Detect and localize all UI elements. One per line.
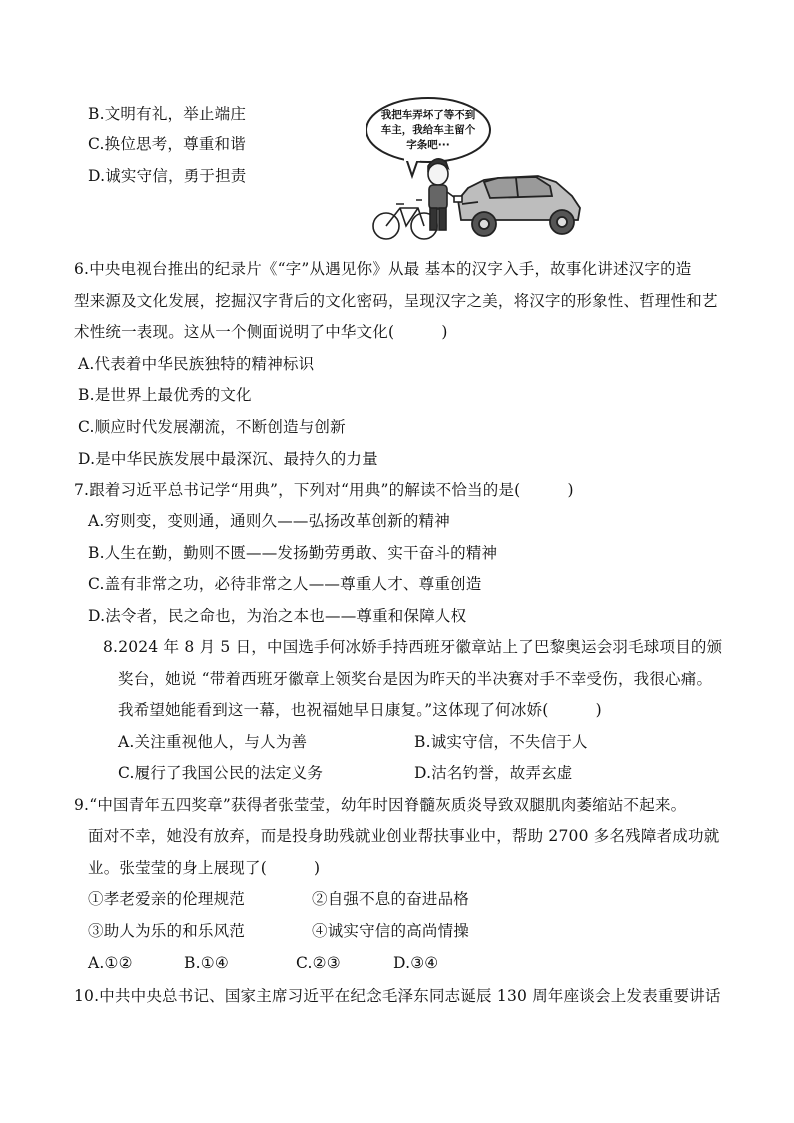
q6-option-b: B.是世界上最优秀的文化: [78, 386, 252, 404]
boy-drawing: [428, 159, 462, 230]
q8-stem-line3: 我希望她能看到这一幕，也祝福她早日康复。”这体现了何冰娇( ): [118, 701, 602, 719]
q9-option-b: B.①④: [184, 954, 229, 972]
q6-stem-line1: 6.中央电视台推出的纪录片《“字”从遇见你》从最 基本的汉字入手，故事化讲述汉字的造: [74, 260, 692, 278]
q5-option-d: D.诚实守信，勇于担责: [88, 167, 247, 185]
q9-option-c: C.②③: [296, 954, 341, 972]
q8-stem-line2: 奖台，她说 “带着西班牙徽章上领奖台是因为昨天的半决赛对手不幸受伤，我很心痛。: [118, 670, 713, 688]
q6-stem-line3: 术性统一表现。这从一个侧面说明了中华文化( ): [74, 323, 448, 341]
bubble-text-line1: 我把车弄坏了等不到: [380, 109, 476, 121]
q6-option-c: C.顺应时代发展潮流，不断创造与创新: [78, 418, 346, 436]
q8-option-c: C.履行了我国公民的法定义务: [118, 764, 324, 782]
car-drawing: [458, 176, 580, 236]
q10-stem-line1: 10.中共中央总书记、国家主席习近平在纪念毛泽东同志诞辰 130 周年座谈会上发表重要讲话: [74, 987, 721, 1005]
q7-option-d: D.法令者，民之命也，为治之本也——尊重和保障人权: [88, 607, 467, 625]
q9-stem-line2: 面对不幸，她没有放弃，而是投身助残就业创业帮扶事业中，帮助 2700 多名残障者成功就: [88, 827, 720, 845]
q5-option-b: B.文明有礼，举止端庄: [88, 105, 247, 123]
q7-option-b: B.人生在勤，勤则不匮——发扬勤劳勇敢、实干奋斗的精神: [88, 544, 498, 562]
q9-item-1: ①孝老爱亲的伦理规范: [88, 890, 246, 908]
q9-item-4: ④诚实守信的高尚情操: [312, 922, 470, 940]
q8-option-d: D.沽名钓誉，故弄玄虚: [414, 764, 573, 782]
q8-option-b: B.诚实守信，不失信于人: [414, 733, 588, 751]
q9-item-3: ③助人为乐的和乐风范: [88, 922, 246, 940]
q9-option-d: D.③④: [393, 954, 439, 972]
q9-stem-line1: 9.“中国青年五四奖章”获得者张莹莹，幼年时因脊髓灰质炎导致双腿肌肉萎缩站不起来。: [74, 796, 687, 814]
q9-stem-line3: 业。张莹莹的身上展现了( ): [88, 859, 321, 877]
q5-option-c: C.换位思考，尊重和谐: [88, 135, 246, 153]
q7-stem-line1: 7.跟着习近平总书记学“用典”，下列对“用典”的解读不恰当的是( ): [74, 481, 574, 499]
q8-stem-line1: 8.2024 年 8 月 5 日，中国选手何冰娇手持西班牙徽章站上了巴黎奥运会羽毛球项目的颁: [103, 638, 723, 656]
q7-option-a: A.穷则变，变则通，通则久——弘扬改革创新的精神: [88, 512, 450, 530]
cartoon-illustration: [366, 96, 588, 248]
q6-option-d: D.是中华民族发展中最深沉、最持久的力量: [78, 450, 378, 468]
bubble-text-line2: 车主，我给车主留个: [380, 124, 476, 136]
q7-option-c: C.盖有非常之功，必待非常之人——尊重人才、尊重创造: [88, 575, 482, 593]
q6-option-a: A.代表着中华民族独特的精神标识: [78, 355, 315, 373]
bicycle-drawing: [373, 200, 437, 239]
q6-stem-line2: 型来源及文化发展，挖掘汉字背后的文化密码，呈现汉字之美，将汉字的形象性、哲理性和艺: [74, 292, 718, 310]
q8-option-a: A.关注重视他人，与人为善: [118, 733, 308, 751]
q9-option-a: A.①②: [88, 954, 133, 972]
bubble-text-line3: 字条吧···: [406, 139, 450, 151]
q9-item-2: ②自强不息的奋进品格: [312, 890, 470, 908]
